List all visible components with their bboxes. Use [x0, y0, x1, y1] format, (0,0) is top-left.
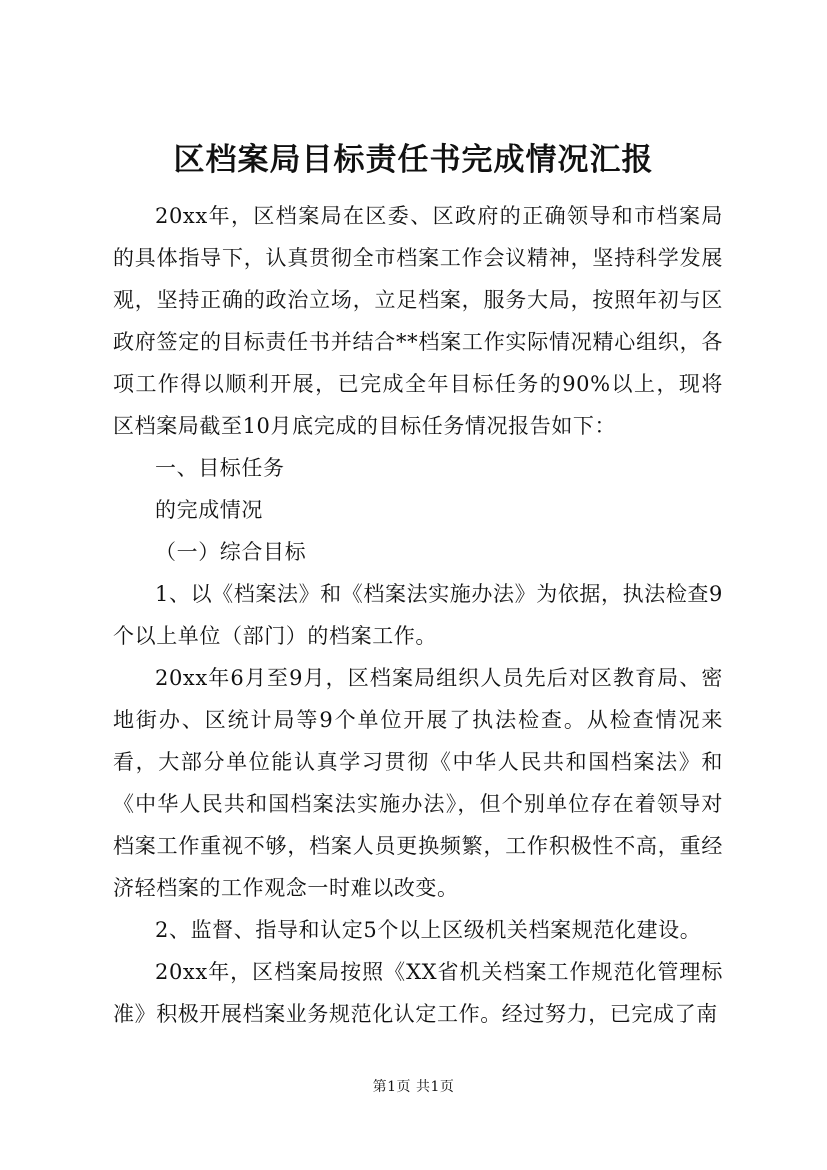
document-body	[113, 195, 723, 1035]
section-heading-completion: 的完成情况	[155, 498, 263, 522]
subsection-heading-comprehensive: （一）综合目标	[155, 540, 307, 564]
document-title: 区档案局目标责任书完成情况汇报	[173, 142, 654, 178]
item-2-body: 20xx年，区档案局按照《XX省机关档案工作规范化管理标准》积极开展档案业务规范化认定工作。经过努力，已完成了南	[113, 960, 723, 1026]
item-2-heading: 2、监督、指导和认定5个以上区级机关档案规范化建设。	[155, 918, 702, 942]
item-1-body: 20xx年6月至9月，区档案局组织人员先后对区教育局、密地街办、区统计局等9个单位开展了执法检查。从检查情况来看，大部分单位能认真学习贯彻《中华人民共和国档案法》和《中华人民共和国档案法实施办法》，但个别单位存在着领导对档案工作重视不够，档案人员更换频繁，工作积极性不高，重经济轻档案的工作观念一时难以改变。	[113, 666, 723, 900]
section-heading-targets: 一、目标任务	[155, 456, 285, 480]
page-number-footer: 第1页 共1页	[372, 1079, 455, 1095]
item-1-heading: 1、以《档案法》和《档案法实施办法》为依据，执法检查9个以上单位（部门）的档案工作。	[113, 582, 723, 648]
paragraph-intro: 20xx年，区档案局在区委、区政府的正确领导和市档案局的具体指导下，认真贯彻全市档案工作会议精神，坚持科学发展观，坚持正确的政治立场，立足档案，服务大局，按照年初与区政府签定的目标责任书并结合**档案工作实际情况精心组织，各项工作得以顺利开展，已完成全年目标任务的90%以上，现将区档案局截至10月底完成的目标任务情况报告如下：	[113, 204, 723, 438]
